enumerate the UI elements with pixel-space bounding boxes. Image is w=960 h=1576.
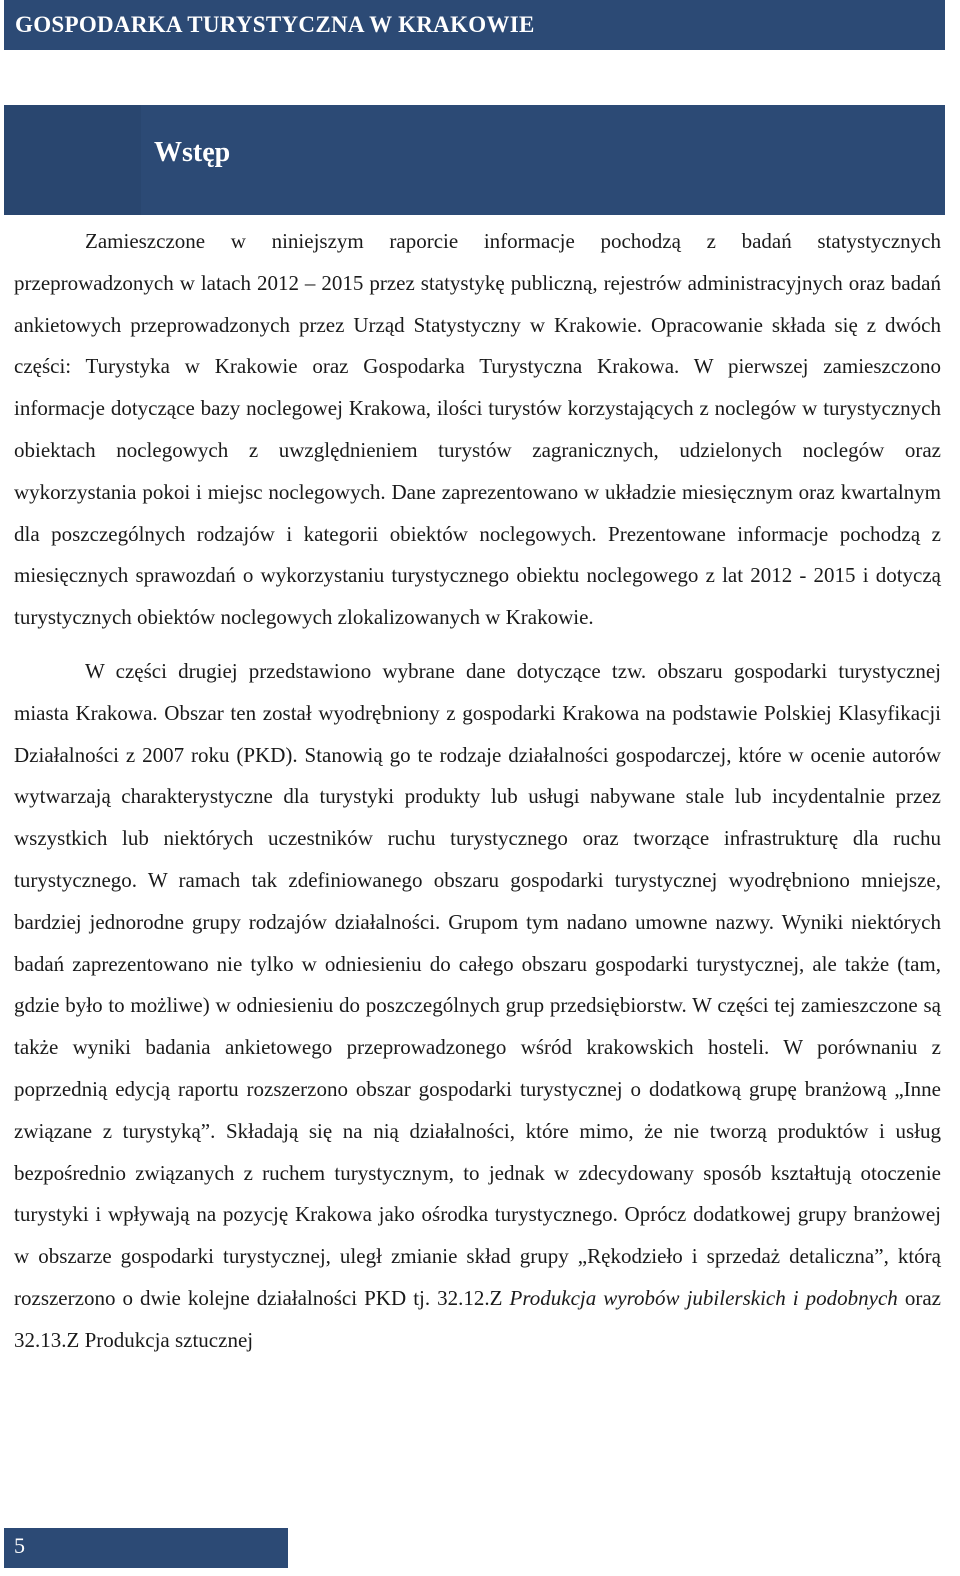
footer-bar: [4, 1528, 288, 1568]
paragraph-2-italic-title: Produkcja wyrobów jubilerskich i podobnych: [509, 1285, 898, 1310]
document-title: GOSPODARKA TURYSTYCZNA W KRAKOWIE: [15, 12, 535, 37]
body-text: [14, 221, 941, 1362]
paragraph-2: [14, 651, 941, 1362]
section-header-accent: [4, 105, 141, 215]
paragraph-2-text: W części drugiej przedstawiono wybrane dane dotyczące tzw. obszaru gospodarki turystycznej miasta Krakowa. Obszar ten został wyodrębniony z gospodarki Krakowa na podstawie Polskiej Klasyfikacji Działalności z 2007 roku (PKD). Stanowią go te rodzaje działalności gospodarczej, które w ocenie autorów wytwarzają charakterystyczne dla turystyki produkty lub usługi nabywane stale lub incydentalnie przez wszystkich lub niektórych uczestników ruchu turystycznego oraz tworzące infrastrukturę dla ruchu turystycznego. W ramach tak zdefiniowanego obszaru gospodarki turystycznej wyodrębniono mniejsze, bardziej jednorodne grupy rodzajów działalności. Grupom tym nadano umowne nazwy. Wyniki niektórych badań zaprezentowano nie tylko w odniesieniu do całego obszaru gospodarki turystycznej, ale także (tam, gdzie było to możliwe) w odniesieniu do poszczególnych grup przedsiębiorstw. W części tej zamieszczone są także wyniki badania ankietowego przeprowadzonego wśród krakowskich hosteli. W porównaniu z poprzednią edycją raportu rozszerzono obszar gospodarki turystycznej o dodatkową grupę branżową „Inne związane z turystyką”. Składają się na nią działalności, które mimo, że nie tworzą produktów i usług bezpośrednio związanych z ruchem turystycznym, to jednak w zdecydowany sposób kształtują otoczenie turystyki i wpływają na pozycję Krakowa jako ośrodka turystycznego. Oprócz dodatkowej grupy branżowej w obszarze gospodarki turystycznej, uległ zmianie skład grupy „Rękodzieło i sprzedaż detaliczna”, którą rozszerzono o dwie kolejne działalności PKD tj. 32.12.Z: [14, 658, 941, 1310]
section-title: Wstęp: [154, 137, 231, 168]
section-header-band: [4, 105, 945, 215]
page-number: 5: [14, 1533, 25, 1558]
header-bar: [4, 0, 945, 50]
paragraph-2-text-end: oraz 32.13.Z Produkcja sztucznej: [14, 1285, 942, 1352]
paragraph-1: Zamieszczone w niniejszym raporcie informacje pochodzą z badań statystycznych przeprowadzonych w latach 2012 – 2015 przez statystykę publiczną, rejestrów administracyjnych oraz badań ankietowych przeprowadzonych przez Urząd Statystyczny w Krakowie. Opracowanie składa się z dwóch części: Turystyka w Krakowie oraz Gospodarka Turystyczna Krakowa. W pierwszej zamieszczono informacje dotyczące bazy noclegowej Krakowa, ilości turystów korzystających z noclegów w turystycznych obiektach noclegowych z uwzględnieniem turystów zagranicznych, udzielonych noclegów oraz wykorzystania pokoi i miejsc noclegowych. Dane zaprezentowano w układzie miesięcznym oraz kwartalnym dla poszczególnych rodzajów i kategorii obiektów noclegowych. Prezentowane informacje pochodzą z miesięcznych sprawozdań o wykorzystaniu turystycznego obiektu noclegowego z lat 2012 - 2015 i dotyczą turystycznych obiektów noclegowych zlokalizowanych w Krakowie.: [14, 229, 941, 630]
